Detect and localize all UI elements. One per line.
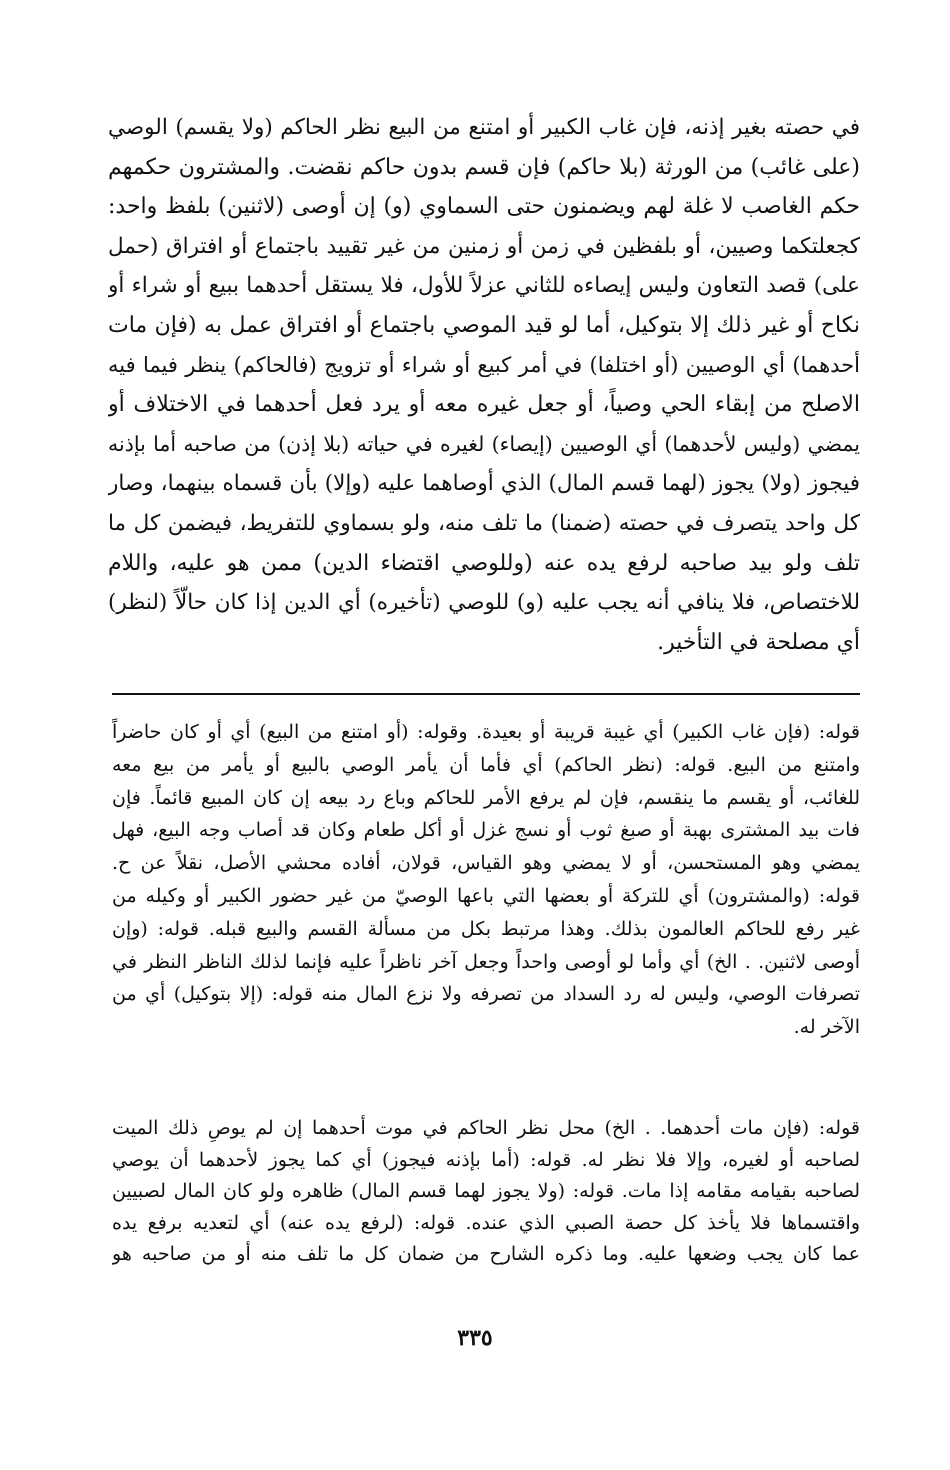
main-text-line: يمضي (وليس لأحدهما) أي الوصيين (إيصاء) لغيره في حياته (بلا إذن) من صاحبه أما بإذنه: [108, 431, 860, 456]
main-text-line: الاصلح من إبقاء الحي وصياً، أو جعل غيره معه أو يرد فعل أحدهما في الاختلاف أو: [108, 392, 860, 418]
footnote-line: تصرفات الوصي، وليس له رد السداد من تصرفه ولا نزع المال منه قوله: (إلا بتوكيل) أي من: [112, 983, 860, 1006]
main-text-block: [108, 108, 860, 662]
main-text-line: حكم الغاصب لا غلة لهم ويضمنون حتى السماوي (و) إن أوصى (لاثنين) بلفظ واحد:: [108, 194, 860, 220]
main-text-line: تلف ولو بيد صاحبه لرفع يده عنه (وللوصي اقتضاء الدين) ممن هو عليه، واللام: [108, 550, 860, 576]
main-text-line: في حصته بغير إذنه، فإن غاب الكبير أو امتنع من البيع نظر الحاكم (ولا يقسم) الوصي: [108, 115, 860, 140]
footnote-line: قوله: (والمشترون) أي للتركة أو بعضها التي باعها الوصيّ من غير حضور الكبير أو وكيله من: [112, 884, 860, 907]
footnote-line: لصاحبه بقيامه مقامه إذا مات. قوله: (ولا يجوز لهما قسم المال) ظاهره ولو كان المال لصبيين: [112, 1180, 860, 1202]
main-text-line: كل واحد يتصرف في حصته (ضمنا) ما تلف منه، ولو بسماوي للتفريط، فيضمن كل ما: [108, 510, 860, 536]
main-text-line: أحدهما) أي الوصيين (أو اختلفا) في أمر كبيع أو شراء أو تزويج (فالحاكم) ينظر فيما فيه: [108, 352, 860, 377]
footnote-line: وامتنع من البيع. قوله: (نظر الحاكم) أي فأما أن يأمر الوصي بالبيع أو يأمر من بيع معه: [112, 753, 860, 776]
main-text-line: للاختصاص، فلا ينافي أنه يجب عليه (و) للوصي (تأخيره) أي الدين إذا كان حالّاً (لنظر): [108, 590, 860, 616]
main-text-line: فيجوز (ولا) يجوز (لهما قسم المال) الذي أوصاهما عليه (وإلا) بأن قسماه بينهما، وصار: [108, 471, 860, 497]
footnote-line: للغائب، أو يقسم ما ينقسم، فإن لم يرفع الأمر للحاكم وباع رد بيعه إن كان المبيع قائماً. فإن: [112, 786, 860, 809]
footnote-line: قوله: (فإن غاب الكبير) أي غيبة قريبة أو بعيدة. وقوله: (أو امتنع من البيع) أي أو كان حاضراً: [112, 721, 860, 743]
footnotes-block-2: [112, 1113, 860, 1271]
main-text-line: على) قصد التعاون وليس إيصاءه للثاني عزلاً للأول، فلا يستقل أحدهما ببيع أو شراء أو: [108, 273, 860, 299]
main-text-line: كجعلتكما وصيين، أو بلفظين في زمن أو زمنين من غير تقييد باجتماع أو افتراق (حمل: [108, 233, 860, 259]
page-number: ٣٣٥: [457, 1325, 493, 1351]
footnote-divider: [112, 693, 860, 695]
main-text-line: (على غائب) من الورثة (بلا حاكم) فإن قسم بدون حاكم نقضت. والمشترون حكمهم: [108, 154, 860, 180]
footnote-line: أوصى لاثنين. . الخ) أي وأما لو أوصى واحداً وجعل آخر ناظراً عليه فإنما لذلك الناظر النظر في: [112, 950, 860, 973]
footnotes-block-1: [112, 716, 860, 1044]
footnote-line: عما كان يجب وضعها عليه. وما ذكره الشارح من ضمان كل ما تلف منه أو من صاحبه هو: [112, 1243, 860, 1265]
footnote-line: غير رفع للحاكم العالمون بذلك. وهذا مرتبط بكل من مسألة القسم والبيع قبله. قوله: (وإن: [112, 917, 860, 940]
footnote-line: قوله: (فإن مات أحدهما. . الخ) محل نظر الحاكم في موت أحدهما إن لم يوصِ ذلك الميت: [112, 1117, 860, 1139]
footnote-line: واقتسماها فلا يأخذ كل حصة الصبي الذي عنده. قوله: (لرفع يده عنه) أي لتعديه برفع يده: [112, 1211, 860, 1234]
footnote-line: يمضي وهو المستحسن، أو لا يمضي وهو القياس، قولان، أفاده محشي الأصل، نقلاً عن ح.: [112, 852, 860, 875]
footnote-line: لصاحبه أو لغيره، وإلا فلا نظر له. قوله: (أما بإذنه فيجوز) أي كما يجوز لأحدهما أن يوصي: [112, 1148, 860, 1171]
footnote-line: فات بيد المشترى بهبة أو صبغ ثوب أو نسج غزل أو أكل طعام وكان قد أصاب وجه البيع، فهل: [112, 819, 860, 842]
main-text-line: أي مصلحة في التأخير.: [657, 629, 860, 655]
main-text-line: نكاح أو غير ذلك إلا بتوكيل، أما لو قيد الموصي باجتماع أو افتراق عمل به (فإن مات: [108, 312, 860, 338]
footnote-line: الآخر له.: [793, 1016, 860, 1039]
